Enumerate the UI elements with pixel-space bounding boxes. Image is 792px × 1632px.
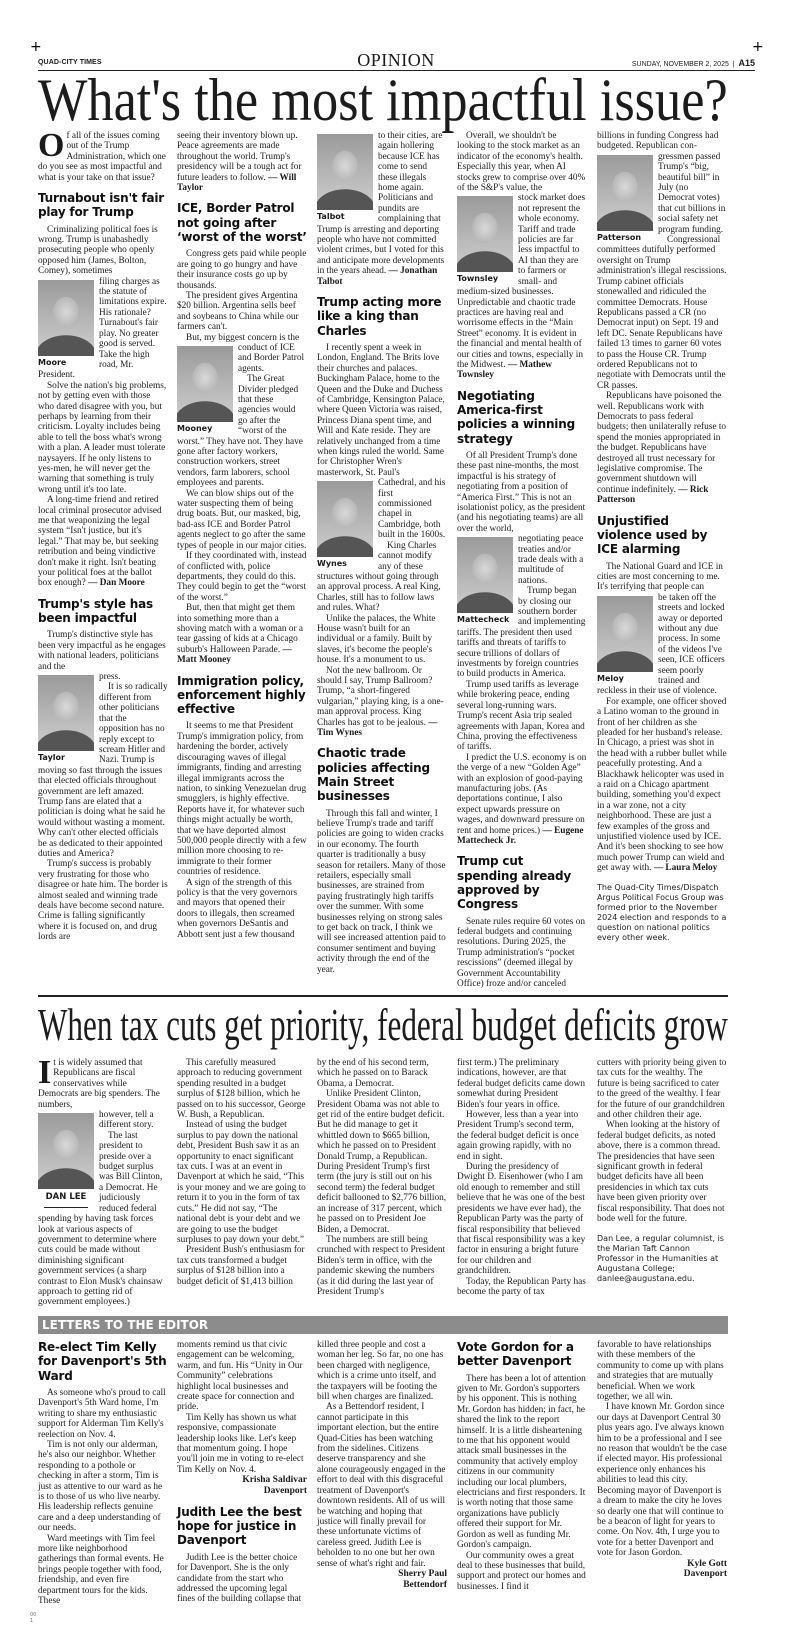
body-paragraph bbox=[177, 1245, 307, 1287]
author-signature: — Matt Mooney bbox=[177, 644, 292, 666]
paragraph-text: The Great Divider pledged that these agencies would go after the “worst of the worst.” They have not. They have gone after factory workers, construction workers, street vendors, farm laborers, school employees and parents. bbox=[177, 374, 303, 489]
article-heading: Re-elect Tim Kelly for Davenport's 5th Ward bbox=[38, 1340, 167, 1383]
portrait-image bbox=[38, 675, 94, 751]
portrait-image bbox=[597, 155, 653, 231]
body-paragraph bbox=[38, 381, 168, 495]
intro-paragraph bbox=[38, 127, 168, 183]
crop-mark-icon: + bbox=[30, 39, 42, 55]
body-paragraph bbox=[597, 232, 727, 391]
paragraph-text: Today, the Republican Party has become the party of tax bbox=[457, 1276, 586, 1297]
paragraph-text: Trump used tariffs as leverage while brokering peace, ending several long-running wars. Trump's recent Asia trip sealed agreements with Japan, Korea and China, proving the effectiveness of tariffs. bbox=[457, 679, 585, 753]
portrait-image bbox=[317, 481, 373, 557]
body-paragraph bbox=[177, 878, 307, 940]
author-note: The Quad-City Times/Dispatch Argus Political Focus Group was formed prior to the November 2024 election and responds to a question on national politics every other week. bbox=[597, 882, 727, 942]
paragraph-text: King Charles cannot modify any of these structures without going through an approval process. A real King, Charles, still has to follow laws and rules. What? bbox=[317, 540, 441, 614]
drop-cap: I bbox=[38, 1054, 52, 1091]
paragraph-text: Criminalizing political foes is wrong. Trump is unabashedly prosecuting people who openly opposed him (James, Bolton, Comey), sometimes bbox=[38, 224, 158, 277]
column-text bbox=[457, 1058, 587, 1297]
author-signature: — Laura Meloy bbox=[653, 863, 718, 874]
feature-column bbox=[457, 131, 587, 989]
paragraph-text: to their cities, are again hollering because ICE has come to send these illegals home again. Politicians and pundits are complaining that Trump is arresting and deporting people who have not committed violent crimes, but I voted for this and anticipate more developments in the years ahead. bbox=[317, 131, 445, 277]
paragraph-text: Ward meetings with Tim feel more like neighborhood gatherings than formal events. He brings people together with food, friendship, and even fire department tours for the kids. These bbox=[38, 1533, 164, 1607]
article-heading: Negotiating America-first policies a winning strategy bbox=[457, 388, 575, 446]
author-signature: — Jonathan Talbot bbox=[317, 266, 438, 287]
body-paragraph bbox=[177, 291, 307, 333]
paragraph-text: When looking at the history of federal budget deficits, as noted above, there is a common thread. The presidencies that have seen significant growth in federal budget deficits have all been presidencies in which tax cuts have been given priority over fiscal responsibility. That does not bode well for the future. bbox=[597, 1120, 725, 1225]
paragraph-text: Not the new ballroom. Or should I say, Trump Ballroom? Trump, “a short-fingered vulgarian,” playing king, is a one-man approval process. King Charles has got to be jealous. bbox=[317, 665, 444, 728]
letters-column bbox=[457, 1340, 587, 1592]
body-paragraph bbox=[317, 1235, 447, 1297]
article-heading: ICE, Border Patrol not going after ‘worst of the worst’ bbox=[177, 201, 307, 245]
section-title: OPINION bbox=[357, 50, 435, 70]
paragraph-text: first term.) The preliminary indications, however, are that federal budget deficits came down somewhat during President Biden's four years in office. bbox=[457, 1058, 586, 1110]
paragraph-text: The last president to preside over a budget surplus was Bill Clinton, a Democrat. He judiciously reduced federal spending by having task forces look at various aspects of government to determine where cuts could be made without diminishing significant government services (a sharp contrast to Elon Musk's chainsaw approach to getting rid of government employees.) bbox=[38, 1130, 163, 1308]
paragraph-text: favorable to have relationships with these members of the community to come up with plans and strategies that are mutually beneficial. When we work together, we all win. bbox=[597, 1340, 724, 1403]
body-paragraph bbox=[597, 131, 727, 152]
column-text bbox=[38, 1054, 168, 1308]
paragraph-text: Solve the nation's big problems, not by getting even with those who dared disagree with you, but perhaps by learning from their criticism. Loyalty includes being able to tell the boss what's wrong with a plan. A leader must tolerate naysayers. If he only listens to yes-men, he will never get the warning that something is truly wrong until it's too late. bbox=[38, 380, 167, 495]
photo-caption: Townsley bbox=[457, 274, 499, 284]
body-paragraph bbox=[317, 1402, 447, 1569]
paragraph-text: The numbers are still being crunched with respect to President Biden's term in office, with the pandemic skewing the numbers (as it did during the last year of President Trump's bbox=[317, 1234, 446, 1297]
body-paragraph bbox=[177, 1553, 307, 1605]
paragraph-text: Trump's success is probably very frustrating for those who disagree or hate him. The border is almost sealed and winning trade deals have become second nature. Crime is falling significantly where it is focused on, and drug lords are bbox=[38, 859, 168, 943]
body-paragraph bbox=[457, 753, 587, 847]
paragraph-text: conduct of ICE and Border Patrol agents. bbox=[238, 342, 305, 374]
author-photo bbox=[38, 1113, 94, 1208]
column-text bbox=[177, 1058, 307, 1287]
paragraph-text: stock market does not represent the whole economy. Tariff and trade policies are far less impactful to AI than they are to farmers or small- and medium-sized businesses. Unpredictable and chaotic trade practices are having real and worrisome effects in the “Main Street” economy. It is evident in the financial and mental health of our cities and towns, especially in the Midwest. bbox=[457, 193, 586, 370]
letter-city: Davenport bbox=[683, 1569, 727, 1580]
body-paragraph bbox=[317, 614, 447, 666]
body-paragraph bbox=[457, 917, 587, 990]
body-paragraph bbox=[38, 495, 168, 589]
paragraph-text: President Bush's enthusiasm for tax cuts transformed a budget surplus of $128 billion into a budget deficit of $1,413 billion bbox=[177, 1245, 305, 1287]
column-text bbox=[597, 1058, 727, 1284]
paragraph-text: press. bbox=[99, 672, 121, 683]
paragraph-text: Trump's distinctive style has been very impactful as he engages with national leaders, politicians and the bbox=[38, 630, 166, 672]
photo-caption: Wynes bbox=[317, 559, 347, 569]
author-photo bbox=[457, 537, 513, 625]
author-photo bbox=[177, 346, 233, 434]
body-paragraph bbox=[177, 489, 307, 551]
body-paragraph bbox=[38, 1534, 168, 1607]
drop-cap: O bbox=[38, 127, 65, 164]
article-heading: Vote Gordon for a better Davenport bbox=[457, 1340, 574, 1369]
photo-caption: Taylor bbox=[38, 753, 65, 763]
paragraph-text: Through this fall and winter, I believe Trump's trade and tariff policies are going to widen cracks in our economy. The fourth quarter is traditionally a busy season for retailers. Many of those retailers, especially small businesses, are strained from paying frustratingly high tariffs over the summer. With some businesses relying on strong sales to get back on track, I think we will see increased attention paid to consumer sentiment and buying activity through the end of the year. bbox=[317, 808, 446, 975]
body-paragraph bbox=[597, 1120, 727, 1224]
page-dateline: SUNDAY, NOVEMBER 2, 2025 | A15 bbox=[631, 58, 755, 68]
feature-column bbox=[317, 131, 447, 975]
letter-signature bbox=[597, 1559, 727, 1581]
paragraph-text: filing charges as the statute of limitations expire. His rationale? Turnabout's fair play. No greater good is served. Take the high road, Mr. President. bbox=[38, 276, 167, 381]
paragraph-text: We can blow ships out of the water suspecting them of being drug boats. But, our masked, big, bad-ass ICE and Border Patrol agents neglect to go after the same types of people in our major cities. bbox=[177, 488, 307, 551]
section-divider bbox=[38, 995, 728, 997]
paragraph-text: Unlike President Clinton, President Obama was not able to get rid of the entire budget deficit. But he did manage to get it whittled down to $665 billion, which he passed on to President Donald Trump, a Republican. During President Trump's first term (the jury is still out on his second term) the federal budget deficit ballooned to $2,776 billion, an increase of 317 percent, which he passed on to President Joe Biden, a Democrat. bbox=[317, 1089, 447, 1235]
paragraph-text: During the presidency of Dwight D. Eisenhower (who I am old enough to remember and still believe that he was one of the best presidents we have ever had), the Republican Party was the party of fiscal responsibility that believed that fiscal responsibility was a key factor in ensuring a bright future for our children and grandchildren. bbox=[457, 1162, 586, 1277]
letter-city: Bettendorf bbox=[403, 1579, 447, 1590]
body-paragraph bbox=[177, 249, 307, 291]
body-paragraph bbox=[38, 1388, 168, 1440]
author-signature: — Mathew Townsley bbox=[457, 359, 553, 381]
paragraph-text: f all of the issues coming out of the Trump Administration, which one do you see as most impactful and what is your take on that issue? bbox=[38, 131, 166, 183]
body-paragraph bbox=[177, 721, 307, 877]
body-paragraph bbox=[38, 225, 168, 277]
feature-column bbox=[38, 127, 168, 943]
author-photo bbox=[38, 280, 94, 368]
letters-section-bar: LETTERS TO THE EDITOR bbox=[38, 1316, 728, 1334]
paragraph-text: For example, one officer shoved a Latino woman to the ground in front of her children as she pleaded for her husband's release. In Chicago, a priest was shot in the head with a rubber bullet while peacefully protesting. And a Blackhawk helicopter was used in a raid on a Chicago apartment building, something you'd expect in a war zone, not a city neighborhood. These are just a few examples of the gross and unjustified violence used by ICE. And it's been shocking to see how much power Trump can wield and get away with. bbox=[597, 696, 727, 874]
body-paragraph bbox=[317, 1089, 447, 1235]
body-paragraph bbox=[457, 1162, 587, 1276]
body-paragraph bbox=[177, 1413, 307, 1475]
paragraph-text: Tim is not only our alderman, he's also our neighbor. Whether responding to a pothole or checking in after a storm, Tim is just as attentive to our ward as he is to those of us who live nearby. His leadership reflects genuine care and a deep understanding of our needs. bbox=[38, 1439, 163, 1534]
body-paragraph bbox=[177, 1340, 307, 1413]
letter-author: Kyle Gott bbox=[687, 1558, 727, 1569]
paragraph-text: gressmen passed Trump's “big, beautiful bill” in July (no Democrat votes) that cut billions in social safety net program funding. bbox=[658, 151, 726, 235]
paragraph-text: Senate rules require 60 votes on federal budgets and continuing resolutions. During 2025, the Trump administration's “pocket rescissions” (deemed illegal by Government Accountability Office) froze and/or canceled bbox=[457, 916, 586, 989]
body-paragraph bbox=[457, 680, 587, 753]
body-paragraph bbox=[317, 1340, 447, 1402]
paragraph-text: I recently spent a week in London, England. The Brits love their churches and palaces. Buckingham Palace, home to the Queen and the Duke and Duchess of Cambridge, Kensington Palace, where Queen Victoria was raised, Princess Diana spent time, and Will and Kate reside. They are relatively unchanged from a time when kings ruled the world. Same for Christopher Wren's masterwork, St. Paul's bbox=[317, 342, 445, 478]
body-paragraph bbox=[457, 1374, 587, 1551]
paragraph-text: Judith Lee is the better choice for Davenport. She is the only candidate from the start who addressed the upcoming legal fines of the building collapse that bbox=[177, 1552, 302, 1605]
paragraph-text: It is so radically different from other politicians that the opposition has no reply except to scream Hitler and Nazi. Trump is moving so fast through the issues that elected officials throughout government are left amazed. Trump fans are elated that a politician is doing what he said he would without wasting a moment. Why can't other elected officials be as dedicated to their appointed duties and America? bbox=[38, 682, 168, 859]
paragraph-text: Unlike the palaces, the White House wasn't built for an individual or a family. Built by slaves, it's become the people's house. It's a monument to us. bbox=[317, 613, 436, 666]
body-paragraph bbox=[317, 809, 447, 976]
body-paragraph bbox=[457, 451, 587, 534]
paragraph-text: As someone who's proud to call Davenport's 5th Ward home, I'm writing to share my enthusiastic support for Alderman Tim Kelly's reelection on Nov. 4. bbox=[38, 1387, 166, 1440]
paragraph-text: Republicans have poisoned the well. Republicans work with Democrats to pass federal budgets; then unilaterally refuse to spend the monies appropriated in the budget. Republicans have destroyed all trust necessary for legislative compromise. The government shutdown will continue indefinitely. bbox=[597, 391, 727, 495]
paragraph-text: moments remind us that civic engagement can be welcoming, warm, and fun. His “Unity in Our Community” celebrations highlight local businesses and create space for connection and pride. bbox=[177, 1340, 303, 1413]
author-photo bbox=[317, 134, 373, 222]
paragraph-text: Congress gets paid while people are going to go hungry and have their insurance costs go up by thousands. bbox=[177, 249, 307, 291]
body-paragraph bbox=[177, 551, 307, 603]
feature-column bbox=[597, 131, 727, 943]
paragraph-text: cutters with priority being given to tax cuts for the wealthy. The future is being sacrificed to cater to the greed of the wealthy. I fear for the future of our grandchildren and other children their age. bbox=[597, 1058, 727, 1121]
article-heading: Trump acting more like a king than Charles bbox=[317, 295, 442, 338]
paragraph-text: be taken off the streets and locked away or deported without any due process. In some of the videos I've seen, ICE officers seem poorly trained and reckless in their use of violence. bbox=[597, 592, 725, 697]
body-paragraph bbox=[177, 603, 307, 665]
paragraph-text: however, tell a different story. bbox=[99, 1110, 154, 1131]
author-signature: — Rick Patterson bbox=[597, 484, 709, 506]
paragraph-text: A long-time friend and retired local criminal prosecutor advised me that weaponizing the legal system “Isn't justice, but it's legal.” That may be, but seeking retribution and being vindictive don't make it right. Isn't beating your political foes at the ballot box enough? bbox=[38, 495, 162, 589]
paragraph-text: But, then that might get them into something more than a shoving match with a woman or a tear gassing of kids at a Chicago suburb's Halloween Parade. bbox=[177, 603, 303, 655]
feature-headline: What's the most impactful issue? bbox=[38, 67, 728, 133]
article-heading: Chaotic trade policies affecting Main Street businesses bbox=[317, 746, 430, 804]
author-signature: — Tim Wynes bbox=[317, 717, 438, 739]
letters-column bbox=[38, 1340, 168, 1606]
print-code: 00 1 bbox=[30, 1612, 37, 1624]
paragraph-text: If they coordinated with, instead of conflicted with, police departments, they could do this. They could begin to get the “worst of the worst.” bbox=[177, 551, 307, 603]
paragraph-text: As a Bettendorf resident, I cannot participate in this important election, but the entire Quad-Cities has been watching from the sidelines. Citizens deserve transparency and she alone courageously engaged in the effort to deal with this disgraceful treatment of Davenport's downtown residents. All of us will be watching and hoping that justice will finally prevail for these unfortunate victims of careless greed. Judith Lee is beholden to no one but her own sense of what's right and fair. bbox=[317, 1402, 446, 1569]
body-paragraph bbox=[597, 697, 727, 874]
paragraph-text: Instead of using the budget surplus to pay down the national debt, President Bush saw it as an opportunity to enact significant tax cuts. I was at an event in Davenport at which he said, “This is your money and we are going to return it to you in the form of tax cuts.” He did not say, “The national debt is your debt and we are going to use the budget surpluses to pay down your debt.” bbox=[177, 1120, 306, 1245]
letter-signature bbox=[317, 1569, 447, 1591]
letter-city: Davenport bbox=[263, 1486, 307, 1497]
letter-signature bbox=[177, 1475, 307, 1497]
letters-column bbox=[597, 1340, 727, 1580]
column-text bbox=[317, 1058, 447, 1297]
author-signature: — Will Taylor bbox=[177, 172, 297, 194]
paragraph-text: I have known Mr. Gordon since our days at Davenport Central 30 plus years ago. I've always known him to be a professional and I see no reason that wouldn't be the case if elected mayor. His professional experience only enhances his abilities to lead this city. Becoming mayor of Davenport is a dream to make the city he loves so dearly one that will continue to be a beacon of light for years to come. On Nov. 4th, I urge you to vote for a better Davenport and vote for Jason Gordon. bbox=[597, 1402, 727, 1559]
paragraph-text: Of all President Trump's done these past nine-months, the most impactful is his strategy of negotiating from a position of “America First.” This is not an isolationist policy, as the president (and his negotiating teams) are all over the world, bbox=[457, 450, 586, 534]
paragraph-text: Our community owes a great deal to these businesses that build, support and protect our homes and businesses. I find it bbox=[457, 1550, 586, 1592]
body-paragraph bbox=[597, 1340, 727, 1402]
paragraph-text: Congressional committees dutifully performed oversight on Trump administration's illegal rescissions. Trump cabinet officials stonewalled and ridiculed the committee Democrats. House Republicans passed a CR (no Democrat input) on Sept. 19 and left DC. Senate Republicans have failed 13 times to garner 60 votes to pass the House CR. Trump ordered Republicans not to negotiate with Democrats until the CR passes. bbox=[597, 235, 727, 391]
photo-caption: Talbot bbox=[317, 212, 345, 221]
body-paragraph bbox=[597, 1058, 727, 1120]
paragraph-text: Tim Kelly has shown us what responsive, compassionate leadership looks like. Let's keep that momentum going. I hope you'll join me in voting to re-elect Tim Kelly on Nov. 4. bbox=[177, 1412, 304, 1475]
body-paragraph bbox=[457, 1058, 587, 1110]
body-paragraph bbox=[597, 391, 727, 505]
crop-mark-icon: + bbox=[752, 39, 764, 55]
paragraph-text: A sign of the strength of this policy is that the very governors and mayors that opened their doors to illegals, then screamed when governors DeSantis and Abbott sent just a few thousand bbox=[177, 877, 298, 940]
portrait-image bbox=[177, 346, 233, 422]
paragraph-text: billions in funding Congress had budgeted. Republican con- bbox=[597, 131, 719, 152]
paragraph-text: killed three people and cost a woman her leg. So far, no one has been charged with negligence, which is a crime unto itself, and the taxpayers will be footing the bill when charges are finalized. bbox=[317, 1340, 444, 1403]
body-paragraph bbox=[457, 1551, 587, 1593]
body-paragraph bbox=[177, 333, 307, 343]
body-paragraph bbox=[38, 1440, 168, 1534]
author-photo bbox=[317, 481, 373, 569]
feature-column bbox=[177, 131, 307, 940]
author-photo bbox=[597, 596, 653, 684]
intro-paragraph bbox=[38, 1054, 168, 1110]
paragraph-text: I predict the U.S. economy is on the verge of a new “Golden Age” with an explosion of good-paying manufacturing jobs. (As deportations continue, I also expect upwards pressure on wages, and downward pressure on rent and home prices.) bbox=[457, 752, 587, 836]
author-photo bbox=[597, 155, 653, 243]
paragraph-text: seeing their inventory blown up. Peace agreements are made throughout the world. Trump's presidency will be a tough act for future leaders to follow. bbox=[177, 131, 302, 183]
body-paragraph bbox=[177, 1058, 307, 1120]
portrait-image bbox=[38, 1113, 94, 1189]
article-heading: Turnabout isn't fair play for Trump bbox=[38, 191, 164, 220]
article-heading: Unjustified violence used by ICE alarming bbox=[597, 513, 708, 557]
paragraph-text: t is widely assumed that Republicans are fiscal conservatives while Democrats are big spenders. The numbers, bbox=[38, 1058, 160, 1110]
author-photo bbox=[38, 675, 94, 763]
paragraph-text: Overall, we shouldn't be looking to the stock market as an indicator of the economy's health. Especially this year, when AI stocks grew to comprise over 40% of the S&P's value, the bbox=[457, 131, 586, 194]
portrait-image bbox=[457, 537, 513, 613]
body-paragraph bbox=[317, 1058, 447, 1089]
article-heading: Trump cut spending already approved by Congress bbox=[457, 854, 572, 912]
body-paragraph bbox=[317, 666, 447, 739]
body-paragraph bbox=[457, 1277, 587, 1298]
portrait-image bbox=[317, 134, 373, 210]
paragraph-text: Trump began by closing our southern border and implementing tariffs. The president then used tariffs and threats of tariffs to secure trillions of dollars of investments by foreign countries to build products in America. bbox=[457, 586, 586, 680]
newspaper-name: QUAD-CITY TIMES bbox=[38, 59, 102, 66]
paragraph-text: It seems to me that President Trump's immigration policy, from hardening the border, actively discouraging waves of illegal immigrants, finding and arresting illegal immigrants across the nation, to sinking Venezuelan drug smugglers, is highly effective. Reports have it, for whatever such things might actually be worth, that we have deported almost 500,000 people directly with a few million more choosing to re-immigrate to their former countries of residence. bbox=[177, 721, 307, 878]
author-signature: — Dan Moore bbox=[88, 578, 145, 589]
letter-author: Krisha Saldivar bbox=[242, 1475, 307, 1486]
photo-caption: Meloy bbox=[597, 673, 624, 683]
body-paragraph bbox=[177, 131, 307, 193]
photo-caption: DAN LEE bbox=[44, 1192, 88, 1208]
paragraph-text: This carefully measured approach to reducing government spending resulted in a budget surplus of $128 billion, which he passed on to his successor, George W. Bush, a Republican. bbox=[177, 1058, 306, 1121]
paragraph-text: There has been a lot of attention given to Mr. Gordon's supporters by his opponent. This is nothing Mr. Gordon has hidden; in fact, he shared the link to the report himself. It is a little disheartening to me that his opponent would attack small businesses in the community that actively employ citizens in our community including our local plumbers, electricians and first responders. It is worth noting that those same organizations have publicly offered their support for Mr. Gordon as well as funding Mr. Gordon's campaign. bbox=[457, 1373, 586, 1551]
body-paragraph bbox=[177, 1120, 307, 1245]
body-paragraph bbox=[457, 1110, 587, 1162]
paragraph-text: by the end of his second term, which he passed on to Barack Obama, a Democrat. bbox=[317, 1058, 429, 1089]
portrait-image bbox=[38, 280, 94, 356]
letters-column bbox=[317, 1340, 447, 1591]
letters-column bbox=[177, 1340, 307, 1605]
author-note: Dan Lee, a regular columnist, is the Marian Taft Cannon Professor in the Humanities at Augustana College; danlee@augustana.edu. bbox=[597, 1233, 724, 1283]
page-number: A15 bbox=[738, 58, 755, 68]
paragraph-text: The president gives Argentina $20 billion. Argentina sells beef and soybeans to China while our farmers can't. bbox=[177, 290, 299, 333]
body-paragraph bbox=[38, 630, 168, 672]
article-heading: Immigration policy, enforcement highly effective bbox=[177, 673, 306, 717]
photo-caption: Mooney bbox=[177, 423, 213, 433]
author-photo bbox=[457, 196, 513, 284]
body-paragraph bbox=[597, 1402, 727, 1558]
photo-caption: Mattecheck bbox=[457, 615, 510, 625]
paragraph-text: The National Guard and ICE in cities are most concerning to me. It's terrifying that people can bbox=[597, 561, 723, 593]
column-headline: When tax cuts get priority, federal budget deficits grow bbox=[38, 999, 728, 1050]
body-paragraph bbox=[457, 131, 587, 193]
paragraph-text: But, my biggest concern is the bbox=[186, 332, 300, 343]
article-heading: Trump's style has been impactful bbox=[38, 596, 153, 626]
paragraph-text: However, less than a year into President Trump's second term, the federal budget deficit is once again growing rapidly, with no end in sight. bbox=[457, 1110, 579, 1162]
issue-date: SUNDAY, NOVEMBER 2, 2025 bbox=[631, 61, 729, 68]
portrait-image bbox=[457, 196, 513, 272]
body-paragraph bbox=[38, 859, 168, 942]
article-heading: Judith Lee the best hope for justice in Davenport bbox=[177, 1504, 302, 1548]
photo-caption: Patterson bbox=[597, 232, 642, 242]
paragraph-text: negotiating peace treaties and/or trade deals with a multitude of nations. bbox=[518, 534, 584, 586]
portrait-image bbox=[597, 596, 653, 672]
body-paragraph bbox=[597, 562, 727, 593]
paragraph-text: Cathedral, and his first commissioned chapel in Cambridge, both built in the 1600s. bbox=[378, 478, 446, 541]
photo-caption: Moore bbox=[38, 357, 67, 367]
body-paragraph bbox=[317, 343, 447, 478]
letter-author: Sherry Paul bbox=[398, 1568, 447, 1579]
author-signature: — Eugene Mattecheck Jr. bbox=[457, 825, 584, 846]
